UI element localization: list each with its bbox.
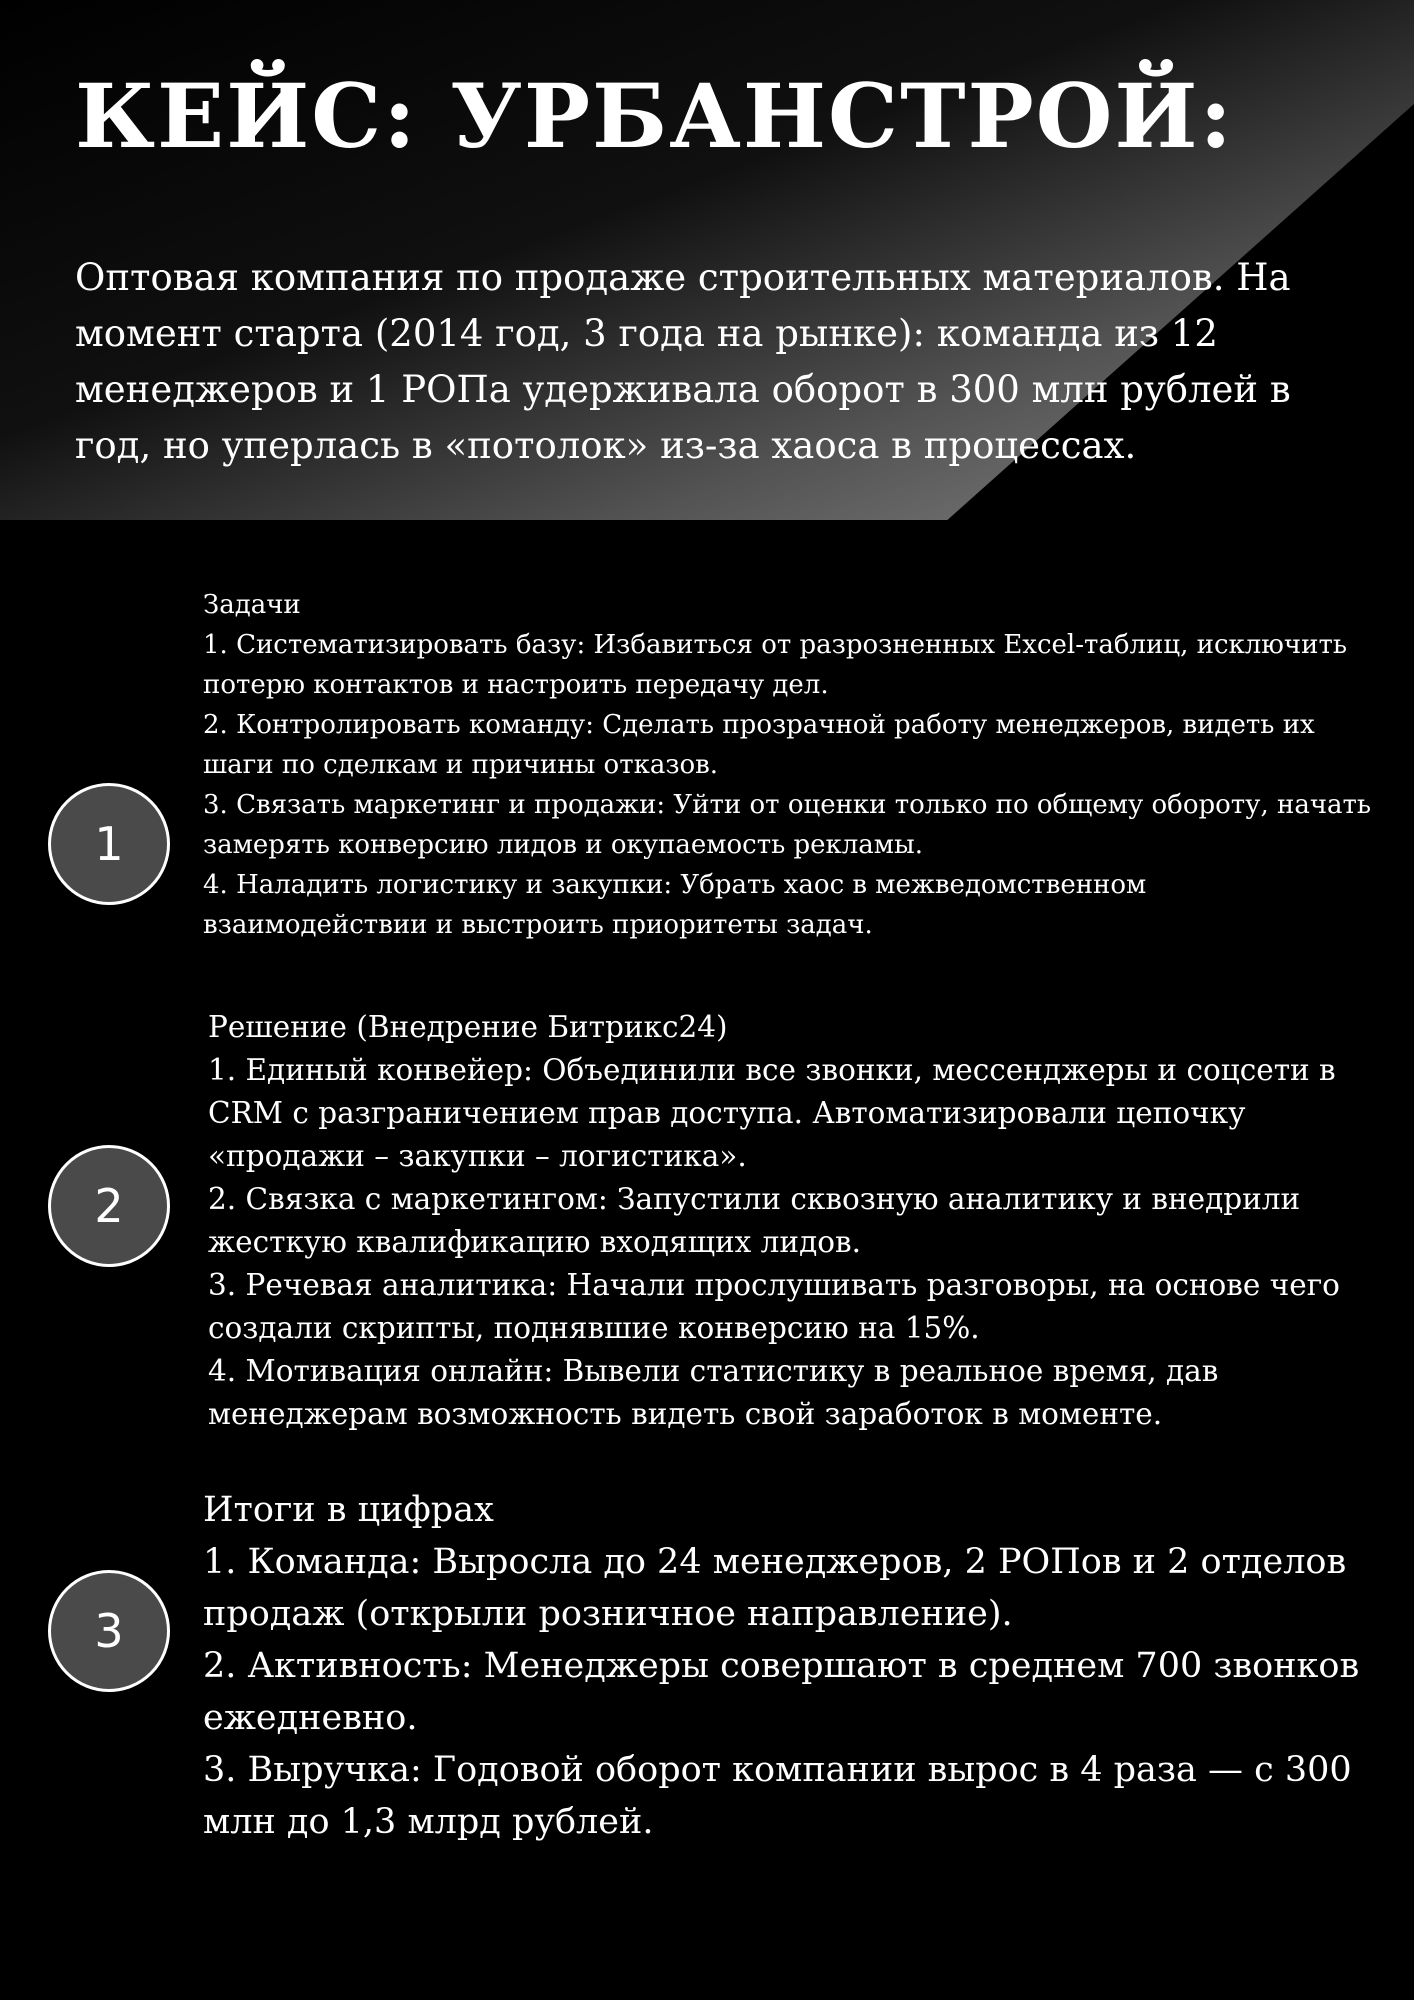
task-item: 4. Наладить логистику и закупки: Убрать хаос в межведомственном взаимодействии и выстроить приоритеты задач.	[203, 870, 1147, 940]
solution-item: 2. Связка с маркетингом: Запустили сквозную аналитику и внедрили жесткую квалификацию входящих лидов.	[208, 1182, 1301, 1259]
section-number-badge-1: 1	[48, 783, 170, 905]
section-number-badge-2: 2	[48, 1145, 170, 1267]
intro-paragraph: Оптовая компания по продаже строительных материалов. На момент старта (2014 год, 3 года на рынке): команда из 12 менеджеров и 1 РОПа удерживала оборот в 300 млн рублей в год, но уперлась в «потолок» из-за хаоса в процессах.	[75, 256, 1291, 467]
solution-item: 1. Единый конвейер: Объединили все звонки, мессенджеры и соцсети в CRM с разграничением прав доступа. Автоматизировали цепочку «продажи – закупки – логистика».	[208, 1053, 1336, 1173]
section-number-badge-3: 3	[48, 1570, 170, 1692]
result-item: 1. Команда: Выросла до 24 менеджеров, 2 РОПов и 2 отделов продаж (открыли розничное направление).	[203, 1542, 1347, 1634]
result-item: 3. Выручка: Годовой оборот компании вырос в 4 раза — с 300 млн до 1,3 млрд рублей.	[203, 1750, 1352, 1842]
task-item: 2. Контролировать команду: Сделать прозрачной работу менеджеров, видеть их шаги по сделкам и причины отказов.	[203, 710, 1315, 780]
solution-item: 3. Речевая аналитика: Начали прослушивать разговоры, на основе чего создали скрипты, поднявшие конверсию на 15%.	[208, 1268, 1340, 1345]
section-results	[203, 1484, 1383, 1848]
solution-item: 4. Мотивация онлайн: Вывели статистику в реальное время, дав менеджерам возможность видеть свой заработок в моменте.	[208, 1354, 1219, 1431]
page-title: КЕЙС: УРБАНСТРОЙ:	[75, 64, 1235, 168]
section-tasks	[203, 585, 1378, 945]
result-item: 2. Активность: Менеджеры совершают в среднем 700 звонков ежедневно.	[203, 1646, 1360, 1738]
task-item: 1. Систематизировать базу: Избавиться от разрозненных Excel-таблиц, исключить потерю контактов и настроить передачу дел.	[203, 630, 1347, 700]
section-solution	[208, 1006, 1388, 1436]
task-item: 3. Связать маркетинг и продажи: Уйти от оценки только по общему обороту, начать замерять конверсию лидов и окупаемость рекламы.	[203, 790, 1372, 860]
section-heading-solution: Решение (Внедрение Битрикс24)	[208, 1010, 728, 1044]
section-heading-results: Итоги в цифрах	[203, 1490, 494, 1530]
section-heading-tasks: Задачи	[203, 590, 301, 620]
